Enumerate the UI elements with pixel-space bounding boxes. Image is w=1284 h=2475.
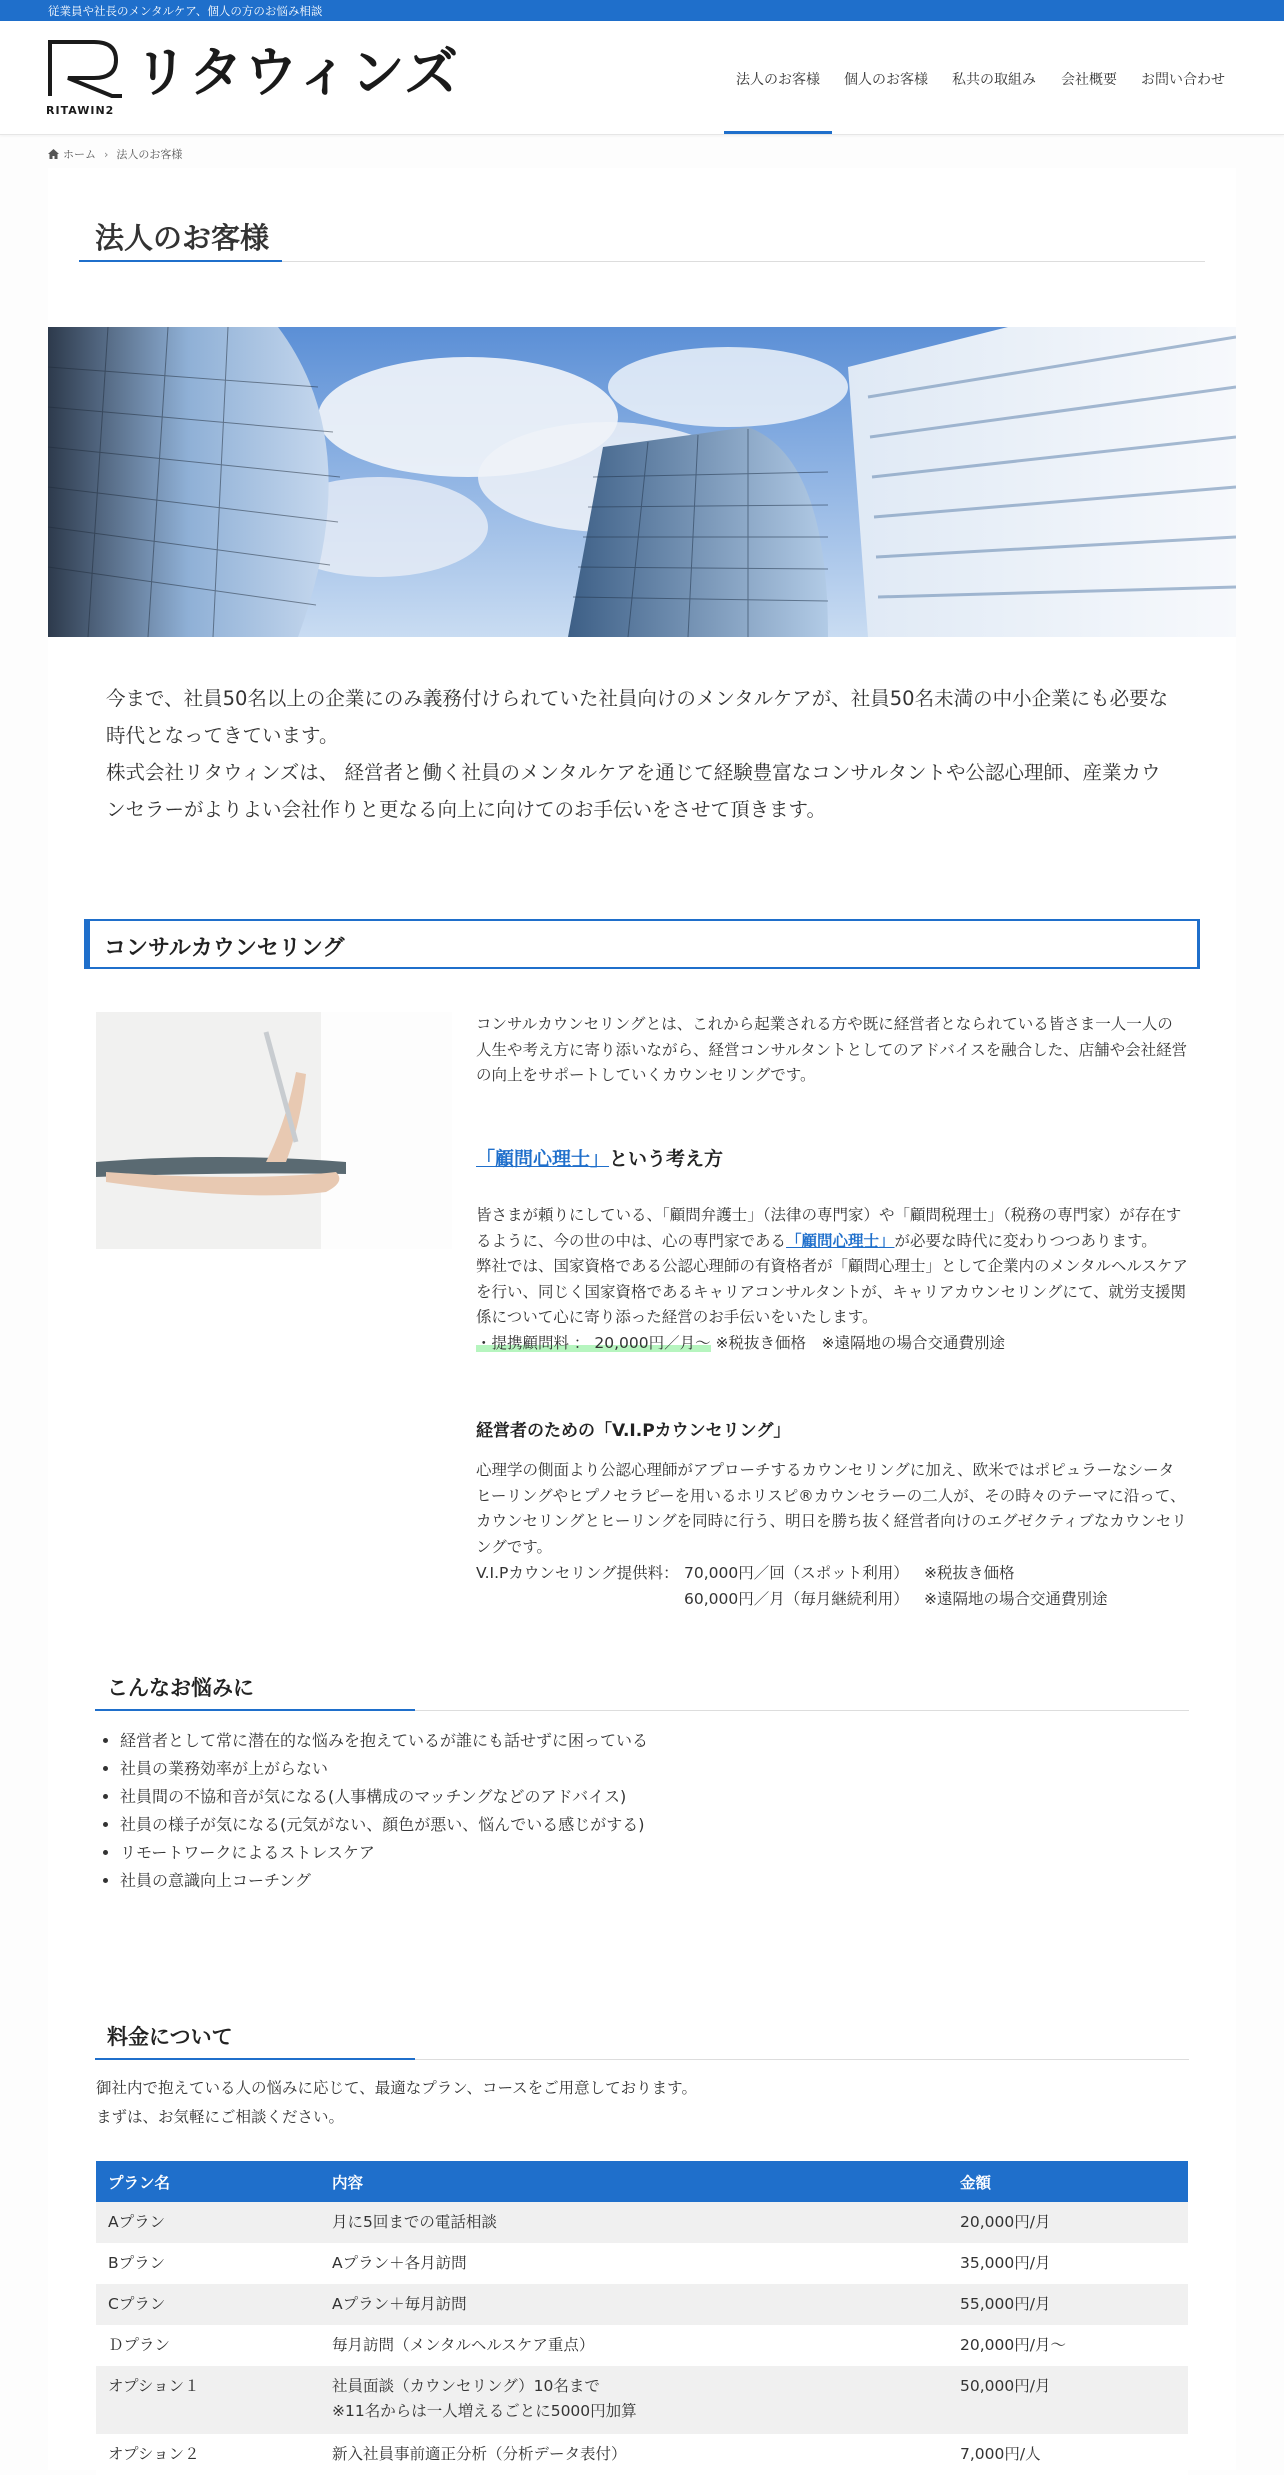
nav-active-indicator (724, 131, 832, 134)
komon-p1-text-b: が必要な時代に変わりつつあります。 (894, 1231, 1157, 1250)
fees-heading: 料金について (107, 2025, 233, 2049)
nav-corporate[interactable]: 法人のお客様 (736, 72, 820, 88)
intro-text (106, 680, 1180, 828)
list-item: • リモートワークによるストレスケア (120, 1839, 648, 1867)
list-item: • 社員間の不協和音が気になる(人事構成のマッチングなどのアドバイス) (120, 1783, 648, 1811)
top-info-bar (0, 0, 1284, 21)
cell-price: 20,000円/月〜 (948, 2325, 1188, 2366)
cell-content: 新入社員事前適正分析（分析データ表付） (320, 2434, 948, 2475)
breadcrumb (48, 146, 182, 162)
breadcrumb-current: 法人のお客様 (116, 148, 183, 161)
komon-paragraph-2: 弊社では、国家資格である公認心理師の有資格者が「顧問心理士」として企業内のメンタルヘルスケアを行い、同じく国家資格であるキャリアコンサルタントが、キャリアカウンセリングにて、就労支援関係について心に寄り添った経営のお手伝いをいたします。 (476, 1257, 1188, 1326)
worries-accent-line (95, 1709, 415, 1711)
cell-content: Aプラン＋毎月訪問 (320, 2284, 948, 2325)
table-row (96, 2284, 1188, 2325)
column-header-content: 内容 (320, 2161, 948, 2202)
vip-description: 心理学の側面より公認心理師がアプローチするカウンセリングに加え、欧米ではポピュラーなシータヒーリングやヒプノセラピーを用いるホリスピ®カウンセラーの二人が、その時々のテーマに沿って、カウンセリングとヒーリングを同時に行う、明日を勝ち抜く経営者向けのエグゼクティブなカウンセリングです。 (476, 1461, 1187, 1556)
nav-contact[interactable]: お問い合わせ (1141, 72, 1225, 88)
cell-plan: Ｄプラン (96, 2325, 320, 2366)
fees-intro-2: まずは、お気軽にご相談ください。 (96, 2108, 345, 2126)
cell-content (320, 2366, 948, 2434)
komon-heading-link[interactable]: 「顧問心理士」 (476, 1148, 610, 1170)
cell-plan: オプション２ (96, 2434, 320, 2475)
vip-fee-1-note: ※税抜き価格 (924, 1564, 1015, 1582)
logo-subtext: RITAWIN2 (46, 104, 115, 117)
nav-company[interactable]: 会社概要 (1061, 72, 1117, 88)
page-title: 法人のお客様 (95, 221, 270, 255)
komon-body (476, 1203, 1188, 1356)
section-heading-consult (84, 919, 1200, 969)
table-row (96, 2434, 1188, 2475)
fees-intro (96, 2074, 697, 2132)
komon-heading-rest: という考え方 (609, 1148, 724, 1170)
column-header-plan: プラン名 (96, 2161, 320, 2202)
hero-buildings-image (48, 327, 1236, 637)
cell-plan: Aプラン (96, 2202, 320, 2243)
list-item: • 社員の様子が気になる(元気がない、顔色が悪い、悩んでいる感じがする) (120, 1811, 648, 1839)
komon-fee-line (476, 1331, 1188, 1357)
cell-plan: Cプラン (96, 2284, 320, 2325)
cell-content-line-2: ※11名からは一人増えるごとに5000円加算 (332, 2402, 637, 2420)
nav-initiatives[interactable]: 私共の取組み (952, 72, 1036, 88)
fees-table (96, 2161, 1188, 2475)
consult-description (476, 1012, 1188, 1089)
list-item: • 経営者として常に潜在的な悩みを抱えているが誰にも話せずに困っている (120, 1727, 648, 1755)
cell-price: 55,000円/月 (948, 2284, 1188, 2325)
table-row (96, 2325, 1188, 2366)
cell-price: 50,000円/月 (948, 2366, 1188, 2434)
cell-price: 20,000円/月 (948, 2202, 1188, 2243)
home-icon (48, 149, 59, 159)
cell-plan: オプション１ (96, 2366, 320, 2434)
komon-heading (476, 1144, 723, 1171)
komon-inline-link[interactable]: 「顧問心理士」 (786, 1231, 895, 1250)
list-item: • 社員の業務効率が上がらない (120, 1755, 648, 1783)
consult-description-text: コンサルカウンセリングとは、これから起業される方や既に経営者となられている皆さま一人一人の人生や考え方に寄り添いながら、経営コンサルタントとしてのアドバイスを融合した、店舗や会社経営の向上をサポートしていくカウンセリングです。 (476, 1015, 1188, 1084)
vip-body (476, 1458, 1188, 1560)
intro-paragraph-2: 株式会社リタウィンズは、 経営者と働く社員のメンタルケアを通じて経験豊富なコンサルタントや公認心理師、産業カウンセラーがよりよい会社作りと更なる向上に向けてのお手伝いをさせて頂きます。 (106, 761, 1161, 821)
worries-heading: こんなお悩みに (107, 1676, 254, 1700)
table-row (96, 2243, 1188, 2284)
section-heading-text: コンサルカウンセリング (104, 936, 345, 961)
column-header-price: 金額 (948, 2161, 1188, 2202)
breadcrumb-home[interactable]: ホーム (63, 148, 96, 161)
nav-individual[interactable]: 個人のお客様 (844, 72, 928, 88)
tablet-hand-image (96, 1012, 452, 1249)
komon-fee-highlight: ・提携顧問料 ： 20,000円／月〜 (476, 1333, 711, 1352)
chevron-right-icon: › (104, 148, 109, 161)
table-row (96, 2366, 1188, 2434)
vip-fee-2-note: ※遠隔地の場合交通費別途 (924, 1590, 1108, 1608)
site-logo[interactable] (46, 36, 460, 120)
komon-paragraph-1 (476, 1203, 1188, 1254)
cell-plan: Bプラン (96, 2243, 320, 2284)
intro-paragraph-1: 今まで、社員50名以上の企業にのみ義務付けられていた社員向けのメンタルケアが、社員50名未満の中小企業にも必要な時代となってきています。 (106, 687, 1169, 747)
logo-text: リタウィンズ (134, 41, 460, 104)
cell-content: 月に5回までの電話相談 (320, 2202, 948, 2243)
cell-content-line-1: 社員面談（カウンセリング）10名まで (332, 2377, 600, 2395)
cell-price: 35,000円/月 (948, 2243, 1188, 2284)
cell-price: 7,000円/人 (948, 2434, 1188, 2475)
title-accent-line (79, 260, 282, 262)
komon-p1-text-a: 皆さまが頼りにしている、「顧問弁護士」（法律の専門家）や「顧問税理士」（税務の専門家）が存在するように、今の世の中は、心の専門家である (476, 1206, 1182, 1250)
vip-fee-label: V.I.Pカウンセリング提供料： (476, 1564, 679, 1582)
worries-list (94, 1727, 648, 1895)
cell-content: 毎月訪問（メンタルヘルスケア重点） (320, 2325, 948, 2366)
vip-heading: 経営者のための「V.I.Pカウンセリング」 (476, 1421, 791, 1441)
komon-fee-note: ※税抜き価格 ※遠隔地の場合交通費別途 (715, 1333, 1006, 1352)
top-info-text: 従業員や社長のメンタルケア、個人の方のお悩み相談 (48, 4, 323, 18)
vip-fee-2: 60,000円／月（毎月継続利用） (684, 1590, 909, 1608)
table-header-row (96, 2161, 1188, 2202)
fees-accent-line (95, 2058, 415, 2060)
vip-fee-1: 70,000円／回（スポット利用） (684, 1564, 909, 1582)
fees-intro-1: 御社内で抱えている人の悩みに応じて、最適なプラン、コースをご用意しております。 (96, 2079, 697, 2097)
cell-content: Aプラン＋各月訪問 (320, 2243, 948, 2284)
list-item: • 社員の意識向上コーチング (120, 1867, 648, 1895)
table-row (96, 2202, 1188, 2243)
